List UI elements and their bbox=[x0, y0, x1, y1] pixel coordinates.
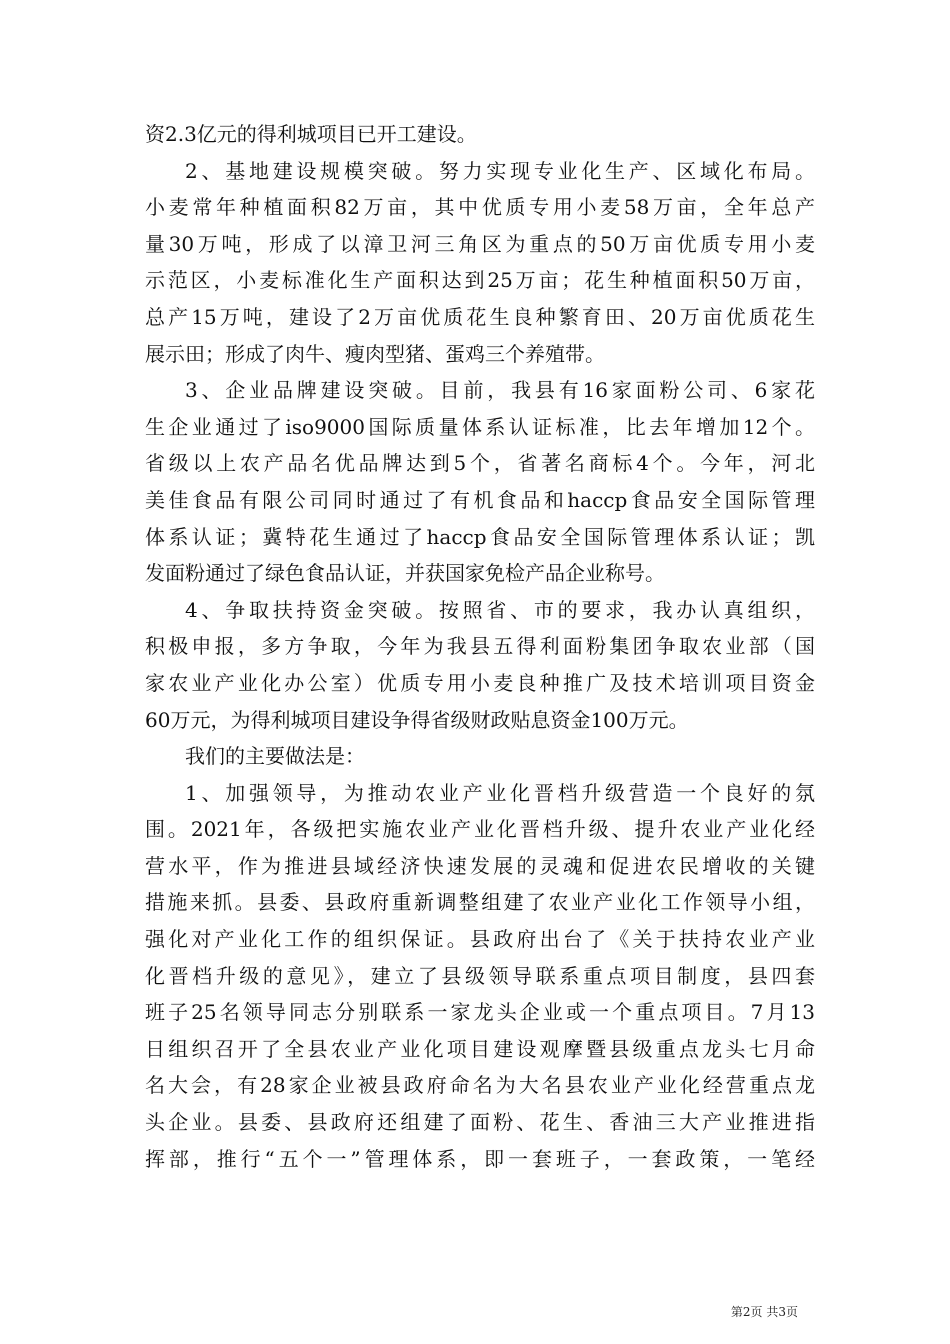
text-line: 家农业产业化办公室）优质专用小麦良种推广及技术培训项目资金 bbox=[145, 670, 815, 695]
text-line: 名大会，有28家企业被县政府命名为大名县农业产业化经营重点龙 bbox=[145, 1073, 815, 1098]
text-line: 积极申报，多方争取，今年为我县五得利面粉集团争取农业部（国 bbox=[145, 634, 815, 659]
text-line: 我们的主要做法是： bbox=[185, 744, 365, 769]
text-line: 日组织召开了全县农业产业化项目建设观摩暨县级重点龙头七月命 bbox=[145, 1036, 815, 1061]
text-line: 展示田；形成了肉牛、瘦肉型猪、蛋鸡三个养殖带。 bbox=[145, 341, 605, 366]
text-line: 美佳食品有限公司同时通过了有机食品和haccp食品安全国际管理 bbox=[145, 487, 815, 512]
text-line: 4、争取扶持资金突破。按照省、市的要求，我办认真组织， bbox=[185, 597, 815, 622]
text-line: 挥部，推行“五个一”管理体系，即一套班子，一套政策，一笔经 bbox=[145, 1146, 815, 1171]
text-line: 2、基地建设规模突破。努力实现专业化生产、区域化布局。 bbox=[185, 158, 815, 183]
document-body bbox=[145, 116, 815, 1177]
text-line: 化晋档升级的意见》，建立了县级领导联系重点项目制度，县四套 bbox=[145, 963, 815, 988]
text-line: 示范区，小麦标准化生产面积达到25万亩；花生种植面积50万亩， bbox=[145, 268, 815, 293]
text-line: 发面粉通过了绿色食品认证，并获国家免检产品企业称号。 bbox=[145, 561, 665, 586]
text-line: 班子25名领导同志分别联系一家龙头企业或一个重点项目。7月13 bbox=[145, 1000, 815, 1025]
text-line: 1、加强领导，为推动农业产业化晋档升级营造一个良好的氛 bbox=[185, 780, 815, 805]
page-number-footer: 第2页 共3页 bbox=[730, 1305, 798, 1319]
text-line: 措施来抓。县委、县政府重新调整组建了农业产业化工作领导小组， bbox=[145, 890, 815, 915]
text-line: 体系认证；冀特花生通过了haccp食品安全国际管理体系认证；凯 bbox=[145, 524, 815, 549]
text-line: 资2.3亿元的得利城项目已开工建设。 bbox=[145, 122, 477, 146]
text-line: 强化对产业化工作的组织保证。县政府出台了《关于扶持农业产业 bbox=[145, 927, 815, 952]
text-line: 总产15万吨，建设了2万亩优质花生良种繁育田、20万亩优质花生 bbox=[145, 304, 815, 329]
text-line: 省级以上农产品名优品牌达到5个，省著名商标4个。今年，河北 bbox=[145, 451, 815, 476]
text-line: 头企业。县委、县政府还组建了面粉、花生、香油三大产业推进指 bbox=[145, 1110, 815, 1135]
text-line: 围。2021年，各级把实施农业产业化晋档升级、提升农业产业化经 bbox=[145, 817, 815, 842]
text-line: 小麦常年种植面积82万亩，其中优质专用小麦58万亩，全年总产 bbox=[145, 195, 815, 220]
text-line: 60万元，为得利城项目建设争得省级财政贴息资金100万元。 bbox=[145, 707, 689, 732]
text-line: 营水平，作为推进县域经济快速发展的灵魂和促进农民增收的关键 bbox=[145, 853, 815, 878]
text-line: 生企业通过了iso9000国际质量体系认证标准，比去年增加12个。 bbox=[145, 414, 815, 439]
text-line: 量30万吨，形成了以漳卫河三角区为重点的50万亩优质专用小麦 bbox=[145, 231, 815, 256]
text-line: 3、企业品牌建设突破。目前，我县有16家面粉公司、6家花 bbox=[185, 378, 815, 403]
